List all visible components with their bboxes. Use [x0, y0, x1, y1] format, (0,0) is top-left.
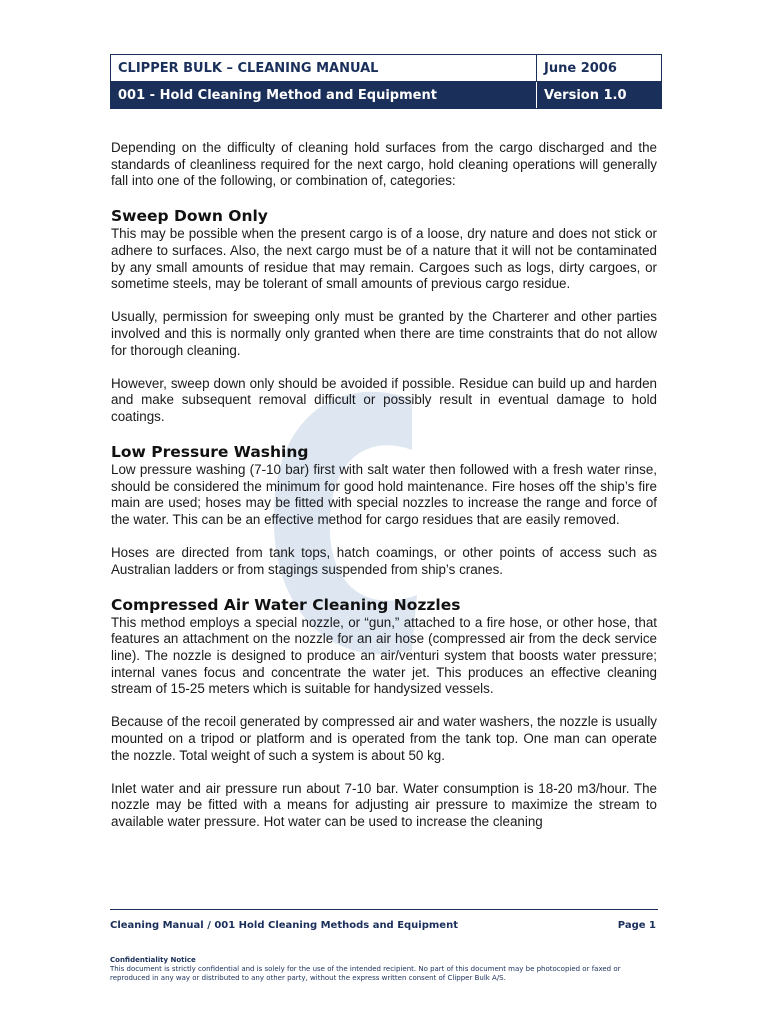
section-heading-compressed-air: Compressed Air Water Cleaning Nozzles: [111, 595, 461, 614]
document-version: Version 1.0: [537, 82, 661, 108]
body-paragraph: Hoses are directed from tank tops, hatch coamings, or other points of access such as Australian ladders or from stagings suspended from ship’s cranes.: [111, 545, 657, 577]
intro-paragraph: Depending on the difficulty of cleaning hold surfaces from the cargo discharged and the standards of cleanliness required for the next cargo, hold cleaning operations will generally fall into one of the following, or combination of, categories:: [111, 140, 657, 189]
manual-title: CLIPPER BULK – CLEANING MANUAL: [111, 55, 537, 82]
body-paragraph: Because of the recoil generated by compressed air and water washers, the nozzle is usually mounted on a tripod or platform and is operated from the tank top. One man can operate the nozzle. Total weight of such a system is about 50 kg.: [111, 714, 657, 763]
body-paragraph: However, sweep down only should be avoided if possible. Residue can build up and harden and make subsequent removal difficult or possibly result in eventual damage to hold coatings.: [111, 375, 657, 424]
footer-divider: [110, 909, 658, 910]
footer-page-number: Page 1: [617, 920, 656, 931]
body-paragraph: Inlet water and air pressure run about 7-10 bar. Water consumption is 18-20 m3/hour. The nozzle may be fitted with a means for adjusting air pressure to maximize the stream to available water pressure. Hot water can be used to increase the cleaning: [111, 780, 657, 829]
confidentiality-text: This document is strictly confidential and is solely for the use of the intended recipient. No part of this document may be photocopied or faxed or reproduced in any way or distributed to any other party, without the express written consent of Clipper Bulk A/S.: [110, 965, 621, 982]
document-body: [111, 140, 657, 847]
confidentiality-title: Confidentiality Notice: [110, 956, 196, 964]
footer-document-reference: Cleaning Manual / 001 Hold Cleaning Methods and Equipment: [110, 920, 458, 931]
section-heading-sweep-down: Sweep Down Only: [111, 207, 268, 226]
body-paragraph: Low pressure washing (7-10 bar) first with salt water then followed with a fresh water rinse, should be considered the minimum for good hold maintenance. Fire hoses off the ship’s fire main are used; hoses may be fitted with special nozzles to increase the range and force of the water. This can be an effective method for cargo residues that are easily removed.: [111, 462, 657, 527]
body-paragraph: This method employs a special nozzle, or “gun,” attached to a fire hose, or other hose, that features an attachment on the nozzle for an air hose (compressed air from the deck service line). The nozzle is designed to produce an air/venturi system that boosts water pressure; internal vanes focus and concentrate the water jet. This produces an effective cleaning stream of 15-25 meters which is suitable for handysized vessels.: [111, 614, 657, 697]
section-heading-low-pressure: Low Pressure Washing: [111, 443, 309, 462]
document-header-table: [110, 54, 662, 109]
document-subtitle: 001 - Hold Cleaning Method and Equipment: [111, 82, 537, 108]
document-date: June 2006: [537, 55, 661, 82]
body-paragraph: This may be possible when the present cargo is of a loose, dry nature and does not stick or adhere to surfaces. Also, the next cargo must be of a nature that it will not be contaminated by any small amounts of residue that may remain. Cargoes such as logs, dirty cargoes, or sometime steels, may be tolerant of small amounts of previous cargo residue.: [111, 226, 657, 292]
body-paragraph: Usually, permission for sweeping only must be granted by the Charterer and other parties involved and this is normally only granted when there are time constraints that do not allow for thorough cleaning.: [111, 309, 657, 358]
